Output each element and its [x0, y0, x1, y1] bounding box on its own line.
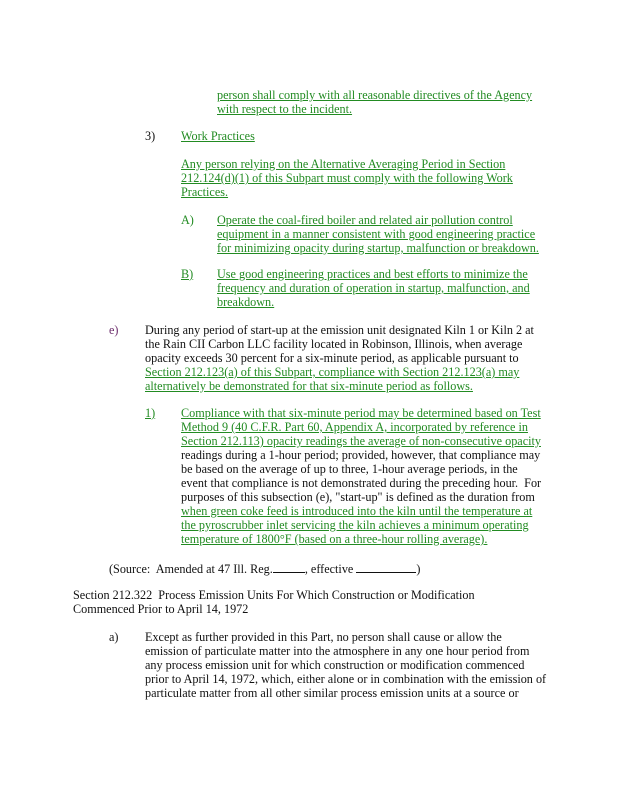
item-3-heading: Work Practices [181, 129, 255, 143]
source-mid: , effective [304, 562, 357, 576]
item-3-intro-line-1: Any person relying on the Alternative Averaging Period in Section [181, 157, 506, 171]
item-e-label: e) [109, 323, 119, 337]
item-e1-line-4: readings during a 1-hour period; provided, however, that compliance may [181, 448, 541, 462]
item-e1-line-6: event that compliance is not demonstrated during the preceding hour. For [181, 476, 542, 490]
item-e1-label: 1) [145, 406, 156, 420]
continuation-line-1: person shall comply with all reasonable directives of the Agency [217, 88, 533, 102]
source-reg-blank [273, 560, 305, 573]
item-e1-line-10: temperature of 1800°F (based on a three-hour rolling average). [181, 532, 488, 546]
item-e1-line-5: be based on the average of up to three, 1-hour average periods, in the [181, 462, 518, 476]
source-suffix: ) [416, 562, 421, 576]
item-e-line-3: opacity exceeds 30 percent for a six-minute period, as applicable pursuant to [145, 351, 519, 365]
item-a-line-5: particulate matter from all other similar process emission units at a source or [145, 686, 519, 700]
item-3b-label: B) [181, 267, 194, 281]
source-date-blank [356, 560, 416, 573]
item-e1-line-9: the pyroscrubber inlet servicing the kiln achieves a minimum operating [181, 518, 529, 532]
item-a-line-2: emission of particulate matter into the atmosphere in any one hour period from [145, 644, 530, 658]
item-e1-line-2: Method 9 (40 C.F.R. Part 60, Appendix A, incorporated by reference in [181, 420, 528, 434]
item-e1-line-3: Section 212.113) opacity readings the average of non-consecutive opacity [181, 434, 541, 448]
item-3-label: 3) [145, 129, 156, 143]
item-e-line-2: the Rain CII Carbon LLC facility located in Robinson, Illinois, when average [145, 337, 523, 351]
item-a-line-4: prior to April 14, 1972, which, either alone or in combination with the emission of [145, 672, 547, 686]
item-3a-line-1: Operate the coal-fired boiler and related air pollution control [217, 213, 513, 227]
item-e-line-5: alternatively be demonstrated for that six-minute period as follows. [145, 379, 473, 393]
source-prefix: (Source: Amended at 47 Ill. Reg. [109, 562, 273, 576]
item-3b-line-1: Use good engineering practices and best efforts to minimize the [217, 267, 528, 281]
item-3a-line-2: equipment in a manner consistent with good engineering practice [217, 227, 536, 241]
item-3-intro-line-2: 212.124(d)(1) of this Subpart must comply with the following Work [181, 171, 513, 185]
item-e-line-1: During any period of start-up at the emission unit designated Kiln 1 or Kiln 2 at [145, 323, 534, 337]
item-3a-line-3: for minimizing opacity during startup, malfunction or breakdown. [217, 241, 539, 255]
item-e1-line-8: when green coke feed is introduced into the kiln until the temperature at [181, 504, 533, 518]
item-a-line-1: Except as further provided in this Part, no person shall cause or allow the [145, 630, 502, 644]
section-heading-line-1: Section 212.322 Process Emission Units For Which Construction or Modification [73, 588, 475, 602]
continuation-line-2: with respect to the incident. [217, 102, 353, 116]
item-e1-line-7: purposes of this subsection (e), "start-up" is defined as the duration from [181, 490, 535, 504]
item-a-label: a) [109, 630, 119, 644]
section-heading-line-2: Commenced Prior to April 14, 1972 [73, 602, 249, 616]
item-3b-line-2: frequency and duration of operation in startup, malfunction, and [217, 281, 530, 295]
item-e-line-4: Section 212.123(a) of this Subpart, compliance with Section 212.123(a) may [145, 365, 520, 379]
source-note [109, 560, 420, 576]
item-3-intro-line-3: Practices. [181, 185, 229, 199]
item-e1-line-1: Compliance with that six-minute period may be determined based on Test [181, 406, 541, 420]
item-3a-label: A) [181, 213, 194, 227]
item-3b-line-3: breakdown. [217, 295, 275, 309]
item-a-line-3: any process emission unit for which construction or modification commenced [145, 658, 525, 672]
